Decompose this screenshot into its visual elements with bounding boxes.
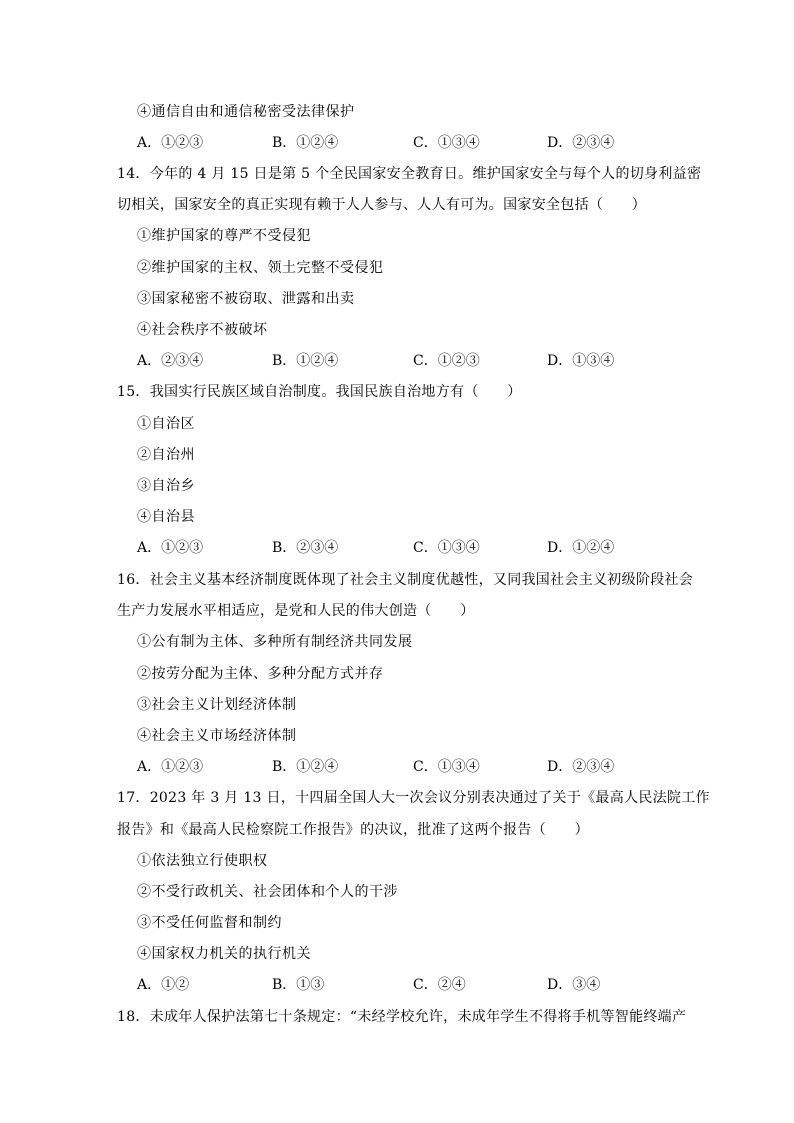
q14-stem-line-2: 切相关，国家安全的真正实现有赖于人人参与、人人有可为。国家安全包括（ ） [117,197,647,213]
q16-choice-b: B．①②④ [272,759,339,775]
q13-choice-a: A．①②③ [137,135,204,151]
q15-option-1: ①自治区 [137,416,195,432]
q16-option-4: ④社会主义市场经济体制 [137,728,297,744]
q14-choice-c: C．①②③ [413,353,480,369]
q16-choice-d: D．②③④ [547,759,615,775]
q13-choice-c: C．①③④ [413,135,480,151]
q14-choice-b: B．①②④ [272,353,339,369]
q15-choice-c: C．①③④ [413,540,480,556]
q16-option-2: ②按劳分配为主体、多种分配方式并存 [137,666,384,682]
q15-choice-a: A．①②③ [137,540,204,556]
q14-option-4: ④社会秩序不被破坏 [137,322,268,338]
q17-option-4: ④国家权力机关的执行机关 [137,946,311,962]
q17-choice-a: A．①② [137,977,190,993]
q16-option-1: ①公有制为主体、多种所有制经济共同发展 [137,634,413,650]
q17-stem-line-1: 17．2023 年 3 月 13 日，十四届全国人大一次会议分别表决通过了关于《最高人民法院工作 [117,790,710,806]
q13-choice-b: B．①②④ [272,135,339,151]
q14-option-3: ③国家秘密不被窃取、泄露和出卖 [137,291,355,307]
q13-option-4: ④通信自由和通信秘密受法律保护 [137,104,355,120]
q17-choice-d: D．③④ [547,977,601,993]
q17-option-2: ②不受行政机关、社会团体和个人的干涉 [137,884,398,900]
q16-stem-line-1: 16．社会主义基本经济制度既体现了社会主义制度优越性，又同我国社会主义初级阶段社会 [117,572,694,588]
q16-stem-line-2: 生产力发展水平相适应，是党和人民的伟大创造（ ） [117,603,475,619]
q15-stem-line-1: 15．我国实行民族区域自治制度。我国民族自治地方有（ ） [117,384,522,400]
q14-choice-a: A．②③④ [137,353,204,369]
q14-choice-d: D．①③④ [547,353,615,369]
q17-option-3: ③不受任何监督和制约 [137,915,282,931]
q17-choice-c: C．②④ [413,977,466,993]
q14-stem-line-1: 14．今年的 4 月 15 日是第 5 个全民国家安全教育日。维护国家安全与每个人的切身利益密 [117,166,702,182]
q18-stem-line-1: 18．未成年人保护法第七十条规定：“未经学校允许，未成年学生不得将手机等智能终端产 [117,1009,687,1025]
q15-option-2: ②自治州 [137,447,195,463]
q17-stem-line-2: 报告》和《最高人民检察院工作报告》的决议，批准了这两个报告（ ） [117,822,589,838]
q16-choice-c: C．①③④ [413,759,480,775]
q16-option-3: ③社会主义计划经济体制 [137,697,297,713]
q16-choice-a: A．①②③ [137,759,204,775]
q14-option-2: ②维护国家的主权、领土完整不受侵犯 [137,260,384,276]
q17-option-1: ①依法独立行使职权 [137,853,268,869]
q14-option-1: ①维护国家的尊严不受侵犯 [137,228,311,244]
q15-option-4: ④自治县 [137,509,195,525]
q15-choice-b: B．②③④ [272,540,339,556]
q17-choice-b: B．①③ [272,977,325,993]
q13-choice-d: D．②③④ [547,135,615,151]
q15-option-3: ③自治乡 [137,478,195,494]
q15-choice-d: D．①②④ [547,540,615,556]
